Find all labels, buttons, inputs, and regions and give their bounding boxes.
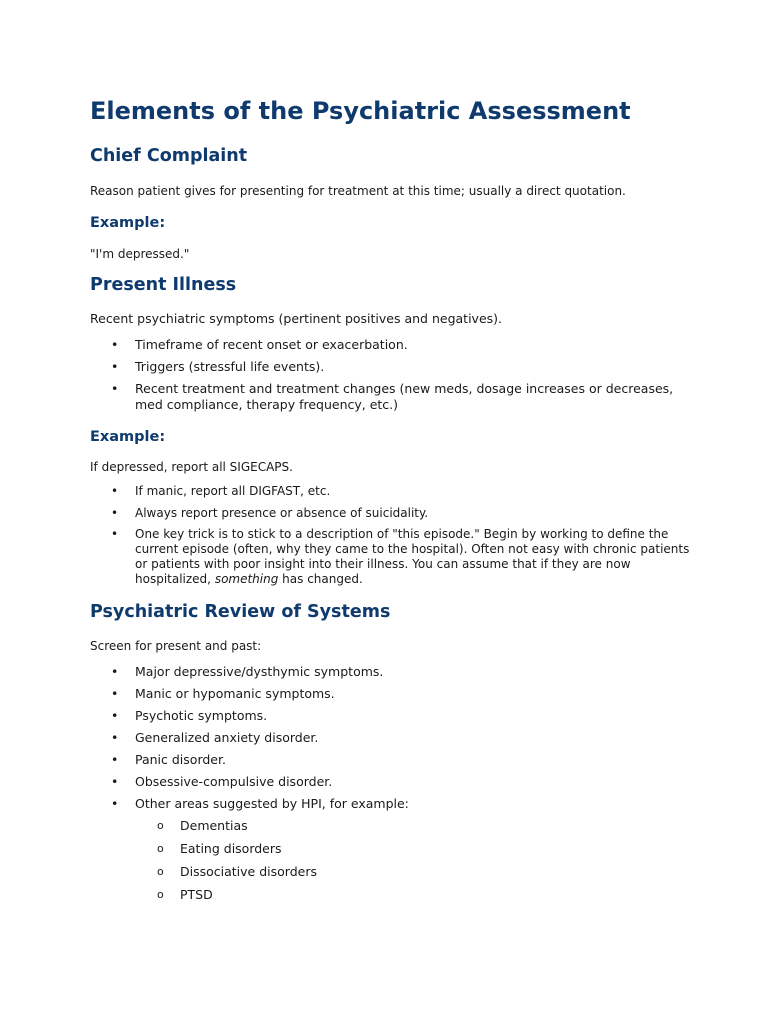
bullet-icon: • [111, 664, 119, 679]
chief-complaint-example-heading: Example: [90, 215, 166, 231]
chief-complaint-text: Reason patient gives for presenting for treatment at this time; usually a direct quotation. [90, 184, 626, 198]
list-item: • One key trick is to stick to a description of "this episode." Begin by working to define the current episode (often, why they came to the hospital). Often not easy with chronic patients or patients with poor insight into their illness. You can assume that if they are now hospitalized, something has changed. [111, 527, 690, 586]
present-illness-heading: Present Illness [90, 275, 237, 295]
list-item: • Triggers (stressful life events). [111, 359, 325, 374]
present-illness-text: Recent psychiatric symptoms (pertinent positives and negatives). [90, 311, 502, 326]
present-illness-example-text: If depressed, report all SIGECAPS. [90, 460, 293, 474]
bullet-icon: • [111, 337, 119, 352]
bullet-icon: • [111, 752, 119, 767]
list-item: • Other areas suggested by HPI, for example: [111, 796, 409, 811]
list-item: • Major depressive/dysthymic symptoms. [111, 664, 384, 679]
bullet-icon: • [111, 381, 119, 396]
bullet-icon: • [111, 484, 119, 498]
sub-list-item: o Dementias [157, 818, 248, 833]
list-item: • Psychotic symptoms. [111, 708, 268, 723]
circle-bullet-icon: o [157, 842, 164, 855]
document-page [90, 94, 690, 903]
list-item: • Generalized anxiety disorder. [111, 730, 319, 745]
review-of-systems-text: Screen for present and past: [90, 639, 262, 653]
bullet-icon: • [111, 730, 119, 745]
circle-bullet-icon: o [157, 888, 164, 901]
present-illness-example-heading: Example: [90, 429, 166, 445]
list-item: • If manic, report all DIGFAST, etc. [111, 484, 331, 498]
bullet-icon: • [111, 527, 119, 541]
list-item: • Panic disorder. [111, 752, 226, 767]
list-item: • Always report presence or absence of suicidality. [111, 506, 429, 520]
page-title: Elements of the Psychiatric Assessment [90, 97, 631, 125]
present-illness-example-list [90, 484, 690, 587]
sub-list-item: o PTSD [157, 887, 213, 902]
bullet-icon: • [111, 796, 119, 811]
review-of-systems-heading: Psychiatric Review of Systems [90, 602, 391, 622]
circle-bullet-icon: o [157, 819, 164, 832]
bullet-icon: • [111, 506, 119, 520]
list-item: • Obsessive-compulsive disorder. [111, 774, 333, 789]
present-illness-list [90, 337, 690, 413]
list-item: • Recent treatment and treatment changes (new meds, dosage increases or decreases, med compliance, therapy frequency, etc.) [111, 381, 674, 412]
sub-list-item: o Dissociative disorders [157, 864, 317, 879]
bullet-icon: • [111, 359, 119, 374]
bullet-icon: • [111, 708, 119, 723]
list-item: • Timeframe of recent onset or exacerbation. [111, 337, 408, 352]
sub-list-item: o Eating disorders [157, 841, 282, 856]
chief-complaint-heading: Chief Complaint [90, 146, 248, 166]
circle-bullet-icon: o [157, 865, 164, 878]
chief-complaint-example-text: "I'm depressed." [90, 247, 190, 261]
bullet-icon: • [111, 774, 119, 789]
list-item: • Manic or hypomanic symptoms. [111, 686, 335, 701]
review-of-systems-list [90, 664, 690, 903]
bullet-icon: • [111, 686, 119, 701]
